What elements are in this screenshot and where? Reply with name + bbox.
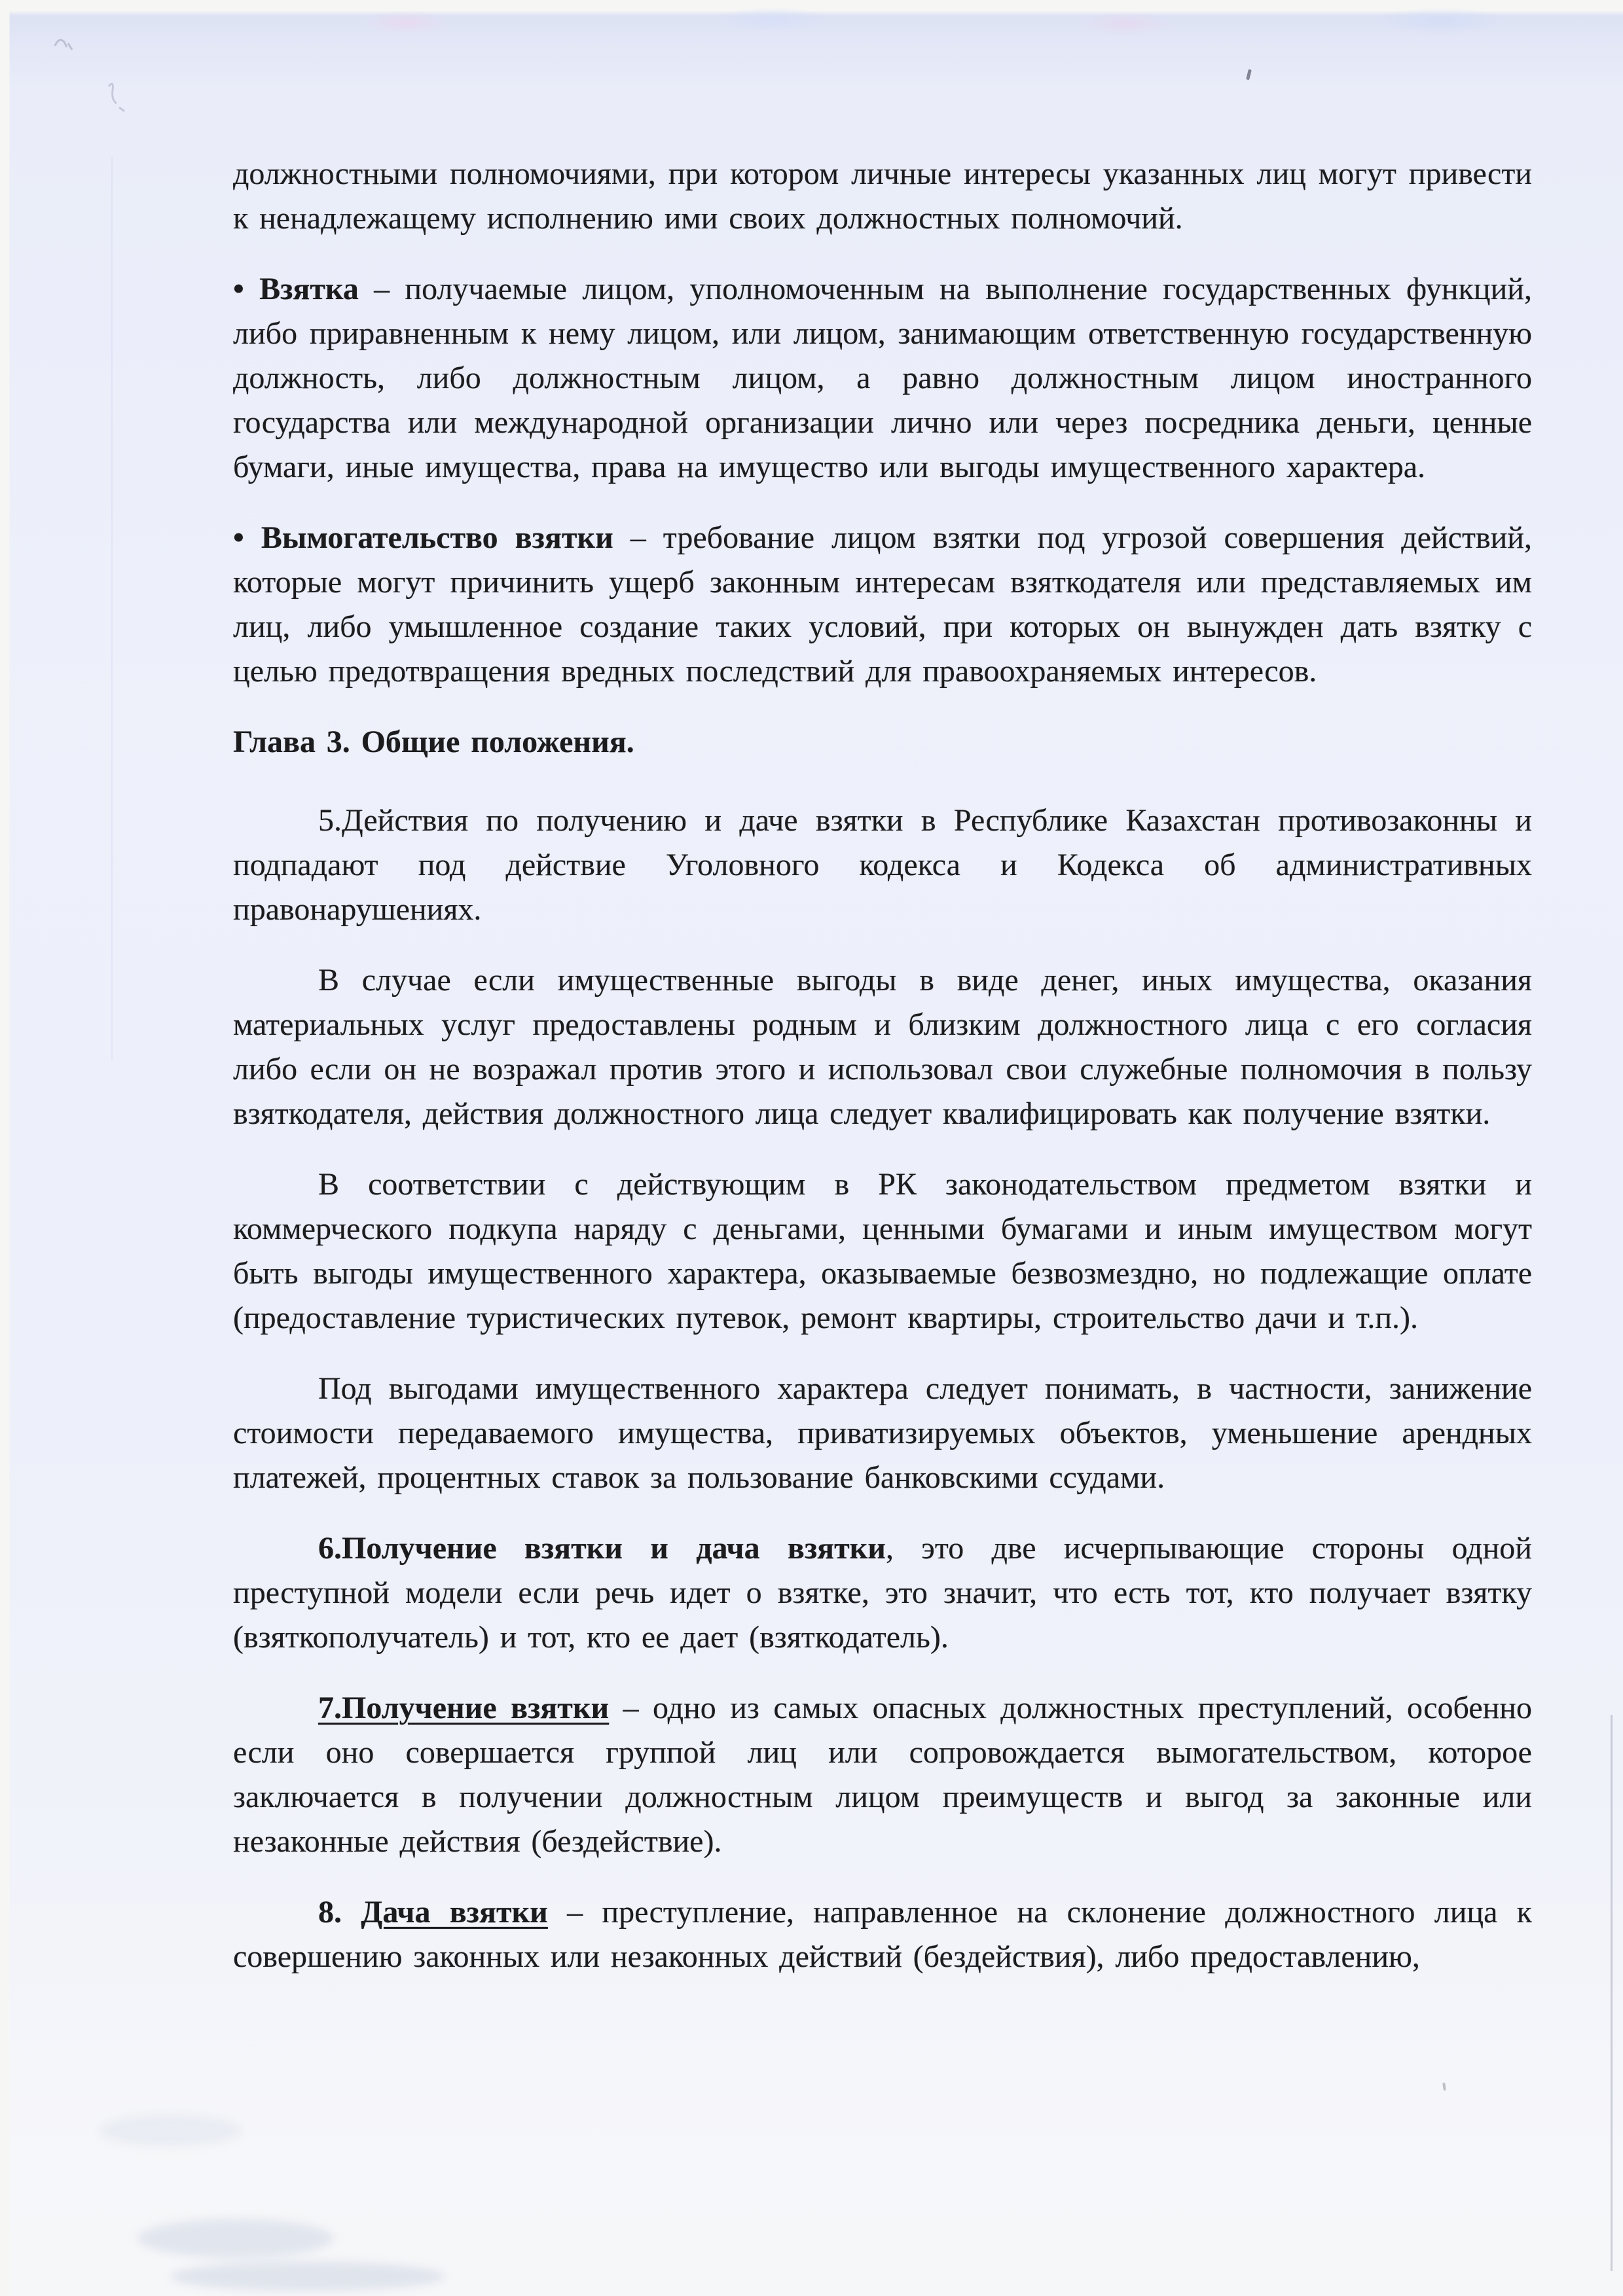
term-lead-underlined: Дача взятки xyxy=(361,1895,548,1929)
page-edge-shadow xyxy=(1611,1715,1613,2271)
paragraph-continuation xyxy=(233,152,1532,241)
bullet-marker: • xyxy=(233,520,244,555)
ink-speck xyxy=(1442,2083,1446,2090)
clause-5-rk-law xyxy=(233,1162,1532,1340)
clause-8 xyxy=(233,1890,1532,1979)
heading-text: Глава 3. Общие положения. xyxy=(233,725,634,759)
ink-speck xyxy=(1246,69,1252,81)
pencil-mark-artifact xyxy=(46,24,216,115)
paragraph-text: – преступление, направленное на склонение должностного лица к совершению законных или незаконных действий (бездействия), либо предоставлению, xyxy=(233,1895,1532,1974)
paragraph-text: Под выгодами имущественного характера следует понимать, в частности, занижение стоимости передаваемого имущества, приватизируемых объектов, уменьшение арендных платежей, процентных ставок за пользование банковскими ссудами. xyxy=(233,1371,1532,1495)
paragraph-text: 5.Действия по получению и даче взятки в Республике Казахстан противозаконны и подпадают под действие Уголовного кодекса и Кодекса об административных правонарушениях. xyxy=(233,803,1532,927)
clause-7 xyxy=(233,1686,1532,1864)
paragraph-text: , это две исчерпывающие стороны одной преступной модели если речь идет о взятке, это значит, что есть тот, кто получает взятку (взяткополучатель) и тот, кто ее дает (взяткодатель). xyxy=(233,1531,1532,1655)
scan-smudge xyxy=(98,2114,242,2147)
bullet-definition-vzyatka xyxy=(233,267,1532,490)
term-lead-underlined: 7.Получение взятки xyxy=(318,1691,610,1725)
term-lead: Взятка xyxy=(259,272,359,306)
scan-smudge xyxy=(137,2219,334,2258)
term-lead: Вымогательство взятки xyxy=(261,520,613,555)
paragraph-text: должностными полномочиями, при котором личные интересы указанных лиц могут привести к ненадлежащему исполнению ими своих должностных полномочий. xyxy=(233,156,1532,236)
clause-5-case xyxy=(233,958,1532,1136)
paragraph-text: В случае если имущественные выгоды в виде денег, иных имущества, оказания материальных услуг предоставлены родным и близким должностного лица с его согласия либо если он не возражал против этого и использовал свои служебные полномочия в пользу взяткодателя, действия должностного лица следует квалифицировать как получение взятки. xyxy=(233,963,1532,1131)
clause-6 xyxy=(233,1526,1532,1660)
clause-5 xyxy=(233,798,1532,932)
paragraph-text: – получаемые лицом, уполномоченным на выполнение государственных функций, либо приравненным к нему лицом, или лицом, занимающим ответственную государственную должность, либо должностным лицом, а равно должностным лицом иностранного государства или международной организации лично или через посредника деньги, ценные бумаги, иные имущества, права на имущество или выгоды имущественного характера. xyxy=(233,272,1532,484)
term-lead: 6.Получение взятки и дача взятки xyxy=(318,1531,886,1566)
bullet-definition-vymogatelstvo xyxy=(233,516,1532,694)
clause-5-benefits xyxy=(233,1367,1532,1500)
scan-smudge xyxy=(170,2261,445,2291)
clause-number: 8. xyxy=(318,1895,342,1929)
document-text xyxy=(233,152,1532,2005)
paragraph-text: – требование лицом взятки под угрозой совершения действий, которые могут причинить ущерб законным интересам взяткодателя или представляемых им лиц, либо умышленное создание таких условий, при которых он вынужден дать взятку с целью предотвращения вредных последствий для правоохраняемых интересов. xyxy=(233,520,1532,689)
paper-crease-artifact xyxy=(111,157,113,1060)
paragraph-text: – одно из самых опасных должностных преступлений, особенно если оно совершается группой лиц или сопровождается вымогательством, которое заключается в получении должностным лицом преимуществ и выгод за законные или незаконные действия (бездействие). xyxy=(233,1691,1532,1859)
chapter-heading xyxy=(233,720,1532,764)
bullet-marker: • xyxy=(233,272,244,306)
paragraph-text: В соответствии с действующим в РК законодательством предметом взятки и коммерческого подкупа наряду с деньгами, ценными бумагами и иным имуществом могут быть выгоды имущественного характера, оказываемые безвозмездно, но подлежащие оплате (предоставление туристических путевок, ремонт квартиры, строительство дачи и т.п.). xyxy=(233,1167,1532,1335)
